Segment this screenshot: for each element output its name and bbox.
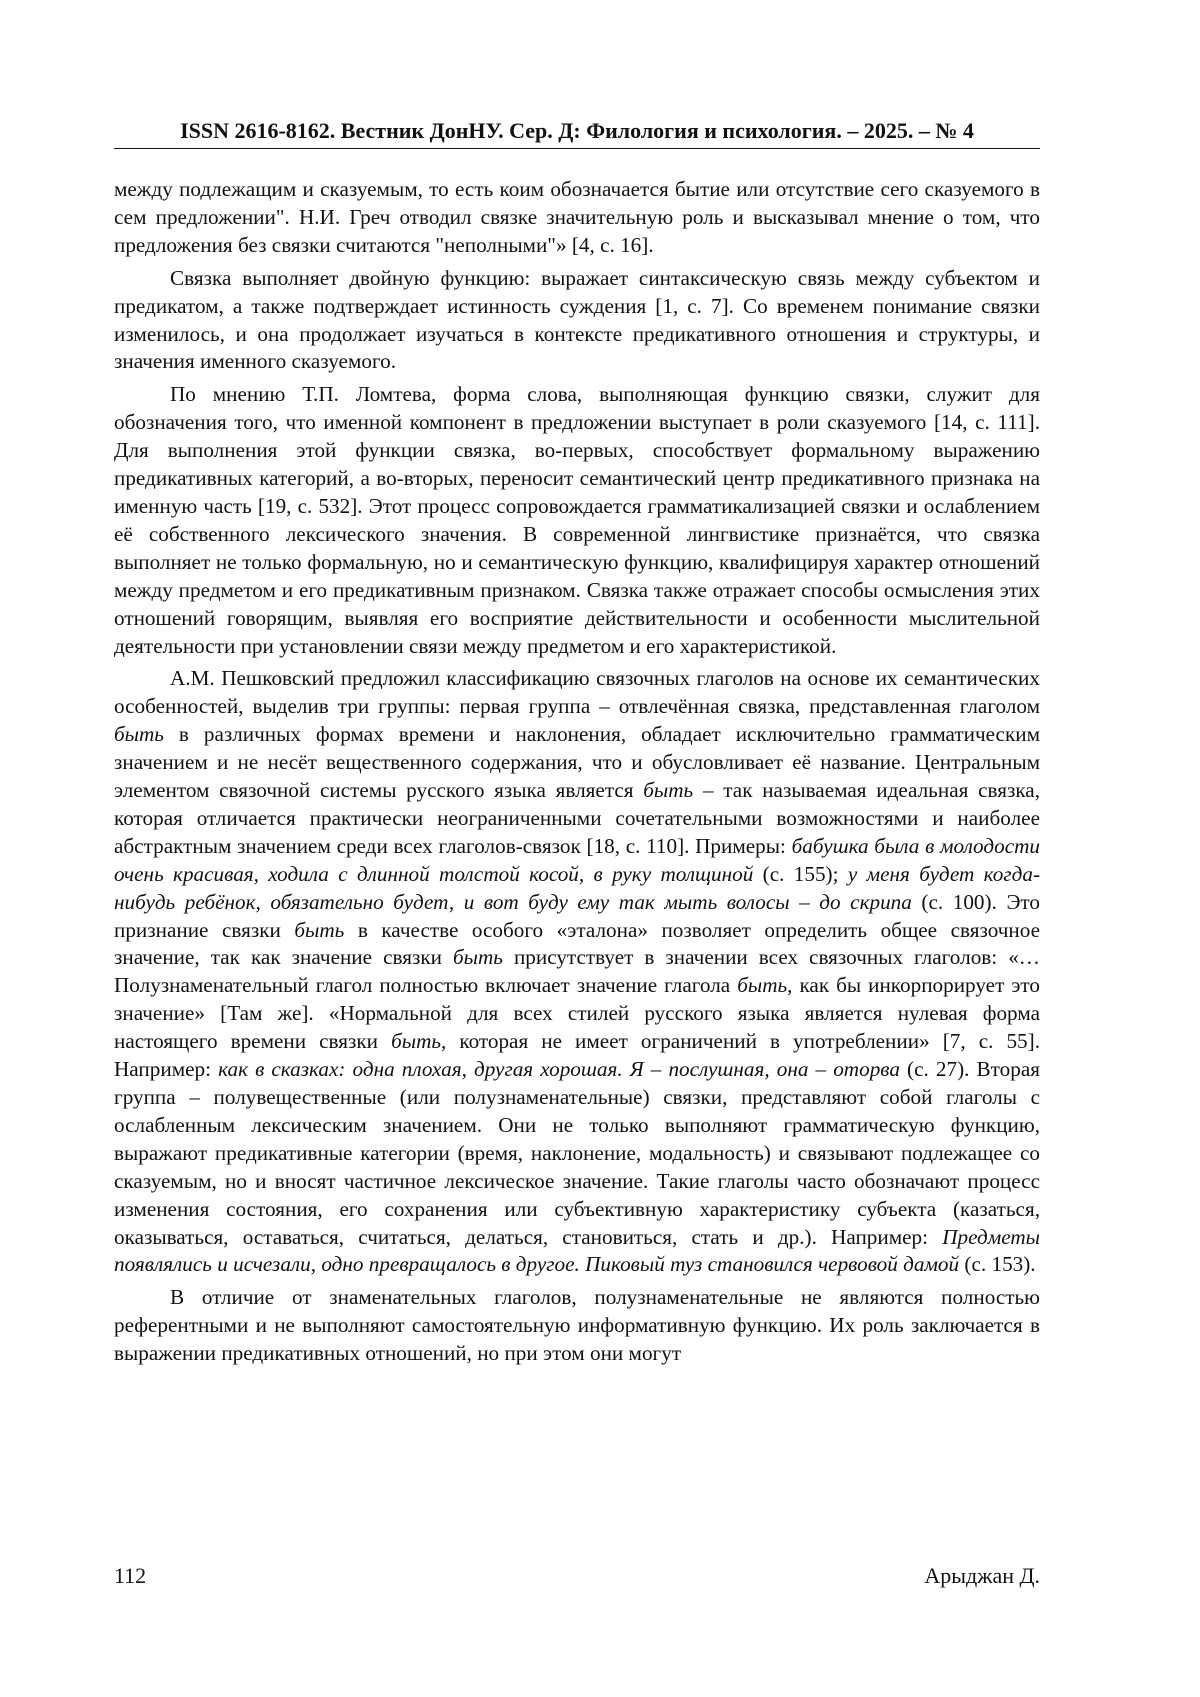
text-run: – так называемая идеальная связка, которая отличается практически неограниченными сочетательными возможностями и наиболее абстрактным значением среди всех глаголов-связок [18, с. 110]. Примеры: (114, 778, 1040, 858)
italic-example: Предметы появлялись и исчезали, одно превращалось в другое. Пиковый туз становился червовой дамой (114, 1224, 1040, 1277)
italic-example: как в сказках: одна плохая, другая хорошая. Я – послушная, она – оторва (218, 1057, 900, 1082)
italic-example: бабушка была в молодости очень красивая, ходила с длинной толстой косой, в руку толщиной (114, 833, 1040, 886)
italic-example: у меня будет когда-нибудь ребёнок, обязательно будет, и вот буду ему так мыть волосы – до скрипа (114, 861, 1040, 914)
text-run: , которая не имеет ограничений в употреблении» [7, с. 55]. Например: (114, 1029, 1041, 1082)
text-run: присутствует в значении всех связочных глаголов: «…Полузнаменательный глагол полностью включает значение глагола (114, 945, 1040, 998)
paragraph-1 (114, 176, 1040, 260)
text-run: А.М. Пешковский предложил классификацию связочных глаголов на основе их семантических особенностей, выделив три группы: первая группа – отвлечённая связка, представленная глаголом (114, 666, 1040, 719)
text-run: , как бы инкорпорирует это значение» [Там же]. «Нормальной для всех стилей русского языка является нулевая форма настоящего времени связки (114, 973, 1041, 1054)
paragraph-4 (114, 665, 1040, 1279)
italic-example: быть (737, 973, 788, 998)
text-run: Связка выполняет двойную функцию: выражает синтаксическую связь между субъектом и предикатом, а также подтверждает истинность суждения [1, с. 7]. Со временем понимание связки изменилось, и она продолжает изучаться в контексте предикативного отношения и структуры, и значения именного сказуемого. (114, 265, 1040, 374)
text-run: (с. 27). Вторая группа – полувещественные (или полузнаменательные) связки, представляют собой глаголы с ослабленным лексическим значением. Они не только выполняют грамматическую функцию, выражают предикативные категории (время, наклонение, модальность) и связывают подлежащее со сказуемым, но и вносят частичное лексическое значение. Такие глаголы часто обозначают процесс изменения состояния, его сохранения или субъективную характеристику субъекта (казаться, оказываться, оставаться, считаться, делаться, становиться, стать и др.). Например: (114, 1057, 1040, 1249)
page-number: 112 (114, 1563, 147, 1588)
italic-example: быть (452, 945, 503, 970)
text-run: (с. 100). Это признание связки (114, 889, 1041, 942)
paragraph-3 (114, 381, 1040, 660)
italic-example: быть (391, 1029, 442, 1054)
text-run: По мнению Т.П. Ломтева, форма слова, выполняющая функцию связки, служит для обозначения того, что именной компонент в предложении выступает в роли сказуемого [14, с. 111]. Для выполнения этой функции связка, во-первых, способствует формальному выражению предикативных категорий, а во-вторых, переносит семантический центр предикативного признака на именную часть [19, с. 532]. Этот процесс сопровождается грамматикализацией связки и ослаблением её собственного лексического значения. В современной лингвистике признаётся, что связка выполняет не только формальную, но и семантическую функцию, квалифицируя характер отношений между предметом и его предикативным признаком. Связка также отражает способы осмысления этих отношений говорящим, выявляя его восприятие действительности и особенности мыслительной деятельности при установлении связи между предметом и его характеристикой. (114, 382, 1040, 658)
text-run: в различных формах времени и наклонения, обладает исключительно грамматическим значением и не несёт вещественного содержания, что и обусловливает её название. Центральным элементом связочной системы русского языка является (114, 722, 1040, 803)
paragraph-2 (114, 265, 1040, 377)
text-run: в качестве особого «эталона» позволяет определить общее связочное значение, так как значение связки (114, 917, 1041, 970)
text-run: (с. 155); (753, 861, 848, 886)
italic-example: быть (643, 778, 694, 803)
text-run: В отличие от знаменательных глаголов, полузнаменательные не являются полностью референтными и не выполняют самостоятельную информативную функцию. Их роль заключается в выражении предикативных отношений, но при этом они могут (114, 1285, 1040, 1366)
body-text (114, 176, 1040, 1373)
text-run: между подлежащим и сказуемым, то есть коим обозначается бытие или отсутствие сего сказуемого в сем предложении". Н.И. Греч отводил связке значительную роль и высказывал мнение о том, что предложения без связки считаются "неполными"» [4, с. 16]. (114, 177, 1040, 257)
italic-example: быть (114, 722, 164, 747)
text-run: (с. 153). (959, 1252, 1036, 1277)
italic-example: быть (294, 917, 345, 942)
author-name: Арыджан Д. (924, 1563, 1040, 1588)
running-header: ISSN 2616-8162. Вестник ДонНУ. Сер. Д: Филология и психология. – 2025. – № 4 (114, 118, 1040, 149)
paragraph-5 (114, 1284, 1040, 1368)
